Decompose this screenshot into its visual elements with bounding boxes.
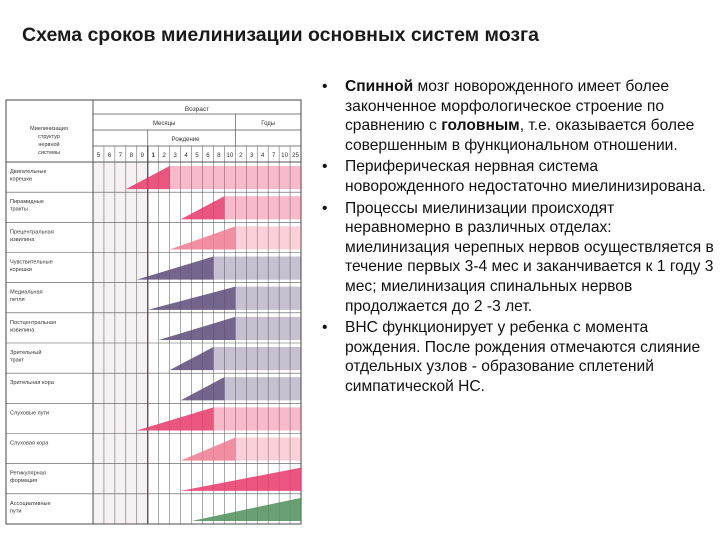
bullet-item: [312, 199, 717, 317]
column-label: 3: [250, 152, 254, 159]
row-label: Медиальная: [10, 289, 43, 296]
column-label: 4: [260, 152, 265, 159]
myelination-complete-band: [235, 438, 301, 461]
myelination-complete-band: [170, 166, 301, 189]
header-months-label: Месяцы: [152, 121, 176, 127]
column-label: 6: [206, 152, 210, 159]
row-label: тракты: [10, 206, 28, 213]
slide-title: Схема сроков миелинизации основных систем мозга: [22, 24, 540, 46]
column-label: 8: [129, 152, 134, 159]
myelination-complete-band: [235, 226, 301, 249]
row-label: Постцентральная: [10, 319, 57, 326]
header-corner-label: системы: [38, 150, 60, 156]
bullet-marker: •: [322, 158, 328, 176]
row-label: извилина: [10, 236, 35, 243]
column-label: 2: [239, 152, 243, 159]
column-label: 3: [173, 152, 177, 159]
myelination-complete-band: [224, 196, 301, 219]
bullet-item: [312, 77, 717, 155]
myelination-complete-band: [235, 317, 301, 340]
myelination-chart: [5, 96, 305, 528]
row-label: Слуховая кора: [10, 440, 49, 447]
bullet-item: [312, 157, 717, 196]
myelination-wedge: [181, 438, 236, 461]
row-label: Прецентральная: [10, 229, 54, 236]
row-label: формация: [10, 478, 38, 485]
row-label: Чувствительные: [10, 259, 53, 266]
myelination-complete-band: [235, 287, 301, 310]
bullet-list: [312, 77, 717, 397]
row-label: Слуховые пути: [10, 410, 50, 417]
header-corner-label: структур: [38, 134, 60, 140]
row-label: тракт: [10, 357, 24, 364]
row-label: Двигательные: [10, 169, 47, 175]
column-label: 5: [195, 152, 199, 159]
myelination-wedge: [181, 468, 301, 491]
bullet-marker: •: [322, 78, 328, 95]
row-label: Зрительная кора: [10, 380, 54, 387]
myelination-complete-band: [213, 347, 301, 370]
myelination-complete-band: [213, 257, 301, 280]
row-label: корешки: [10, 267, 32, 273]
row-label: извилина: [10, 327, 35, 334]
header-corner-label: нервной: [38, 142, 60, 148]
row-label: корешки: [10, 176, 32, 183]
row-label: Пирамидные: [10, 199, 44, 206]
bullet-text: мозг новорожденного имеет более законченное морфологическое строение по сравнению с: [345, 78, 670, 135]
myelination-complete-band: [213, 407, 301, 430]
header-corner-label: Миелинизация: [30, 126, 68, 132]
bullet-marker: •: [322, 199, 328, 217]
column-label: 7: [118, 152, 123, 159]
row-label: пути: [10, 508, 22, 515]
column-label: 2: [162, 152, 166, 159]
column-label: 1: [151, 152, 155, 159]
column-label: 8: [217, 152, 221, 159]
row-label: Ассоциативные: [10, 500, 51, 507]
column-label: 10: [226, 152, 234, 159]
header-years-label: Годы: [261, 121, 276, 127]
myelination-chart-svg: [5, 96, 305, 528]
bullet-text: Процессы миелинизации происходят неравномерно в различных отделах: миелинизация черепных нервов осуществляется в течение первых 3-4 мес и заканчивается к 1 году 3 мес; миелинизация спинальных нервов продолжается до 2 -3 лет.: [345, 199, 714, 315]
bullet-text: , т.е. оказывается более совершенным в функциональном отношении.: [345, 117, 695, 154]
column-label: 9: [140, 152, 144, 159]
column-label: 5: [96, 152, 101, 159]
header-age-label: Возраст: [184, 106, 210, 113]
bullet-bold-text: головным: [441, 117, 520, 135]
row-label: петля: [10, 297, 25, 304]
bullet-text: Периферическая нервная система новорожденного недостаточно миелинизирована.: [345, 158, 706, 195]
column-label: 7: [271, 152, 276, 159]
myelination-complete-band: [224, 377, 301, 400]
column-label: 6: [107, 152, 112, 159]
column-label: 25: [292, 152, 299, 159]
bullet-bold-text: Спинной: [345, 78, 414, 95]
column-label: 10: [281, 152, 289, 159]
column-label: 4: [184, 152, 188, 159]
row-label: Ретикулярная: [10, 470, 46, 477]
bullet-marker: •: [322, 319, 328, 337]
row-label: Зрительный: [10, 350, 42, 356]
header-birth-label: Рождение: [171, 137, 200, 143]
bullet-item: [312, 318, 717, 396]
myelination-wedge: [159, 317, 236, 340]
bullet-text: ВНС функционирует у ребенка с момента рождения. После рождения отмечаются слияние отдельных узлов - образование сплетений симпатической НС.: [345, 319, 701, 395]
